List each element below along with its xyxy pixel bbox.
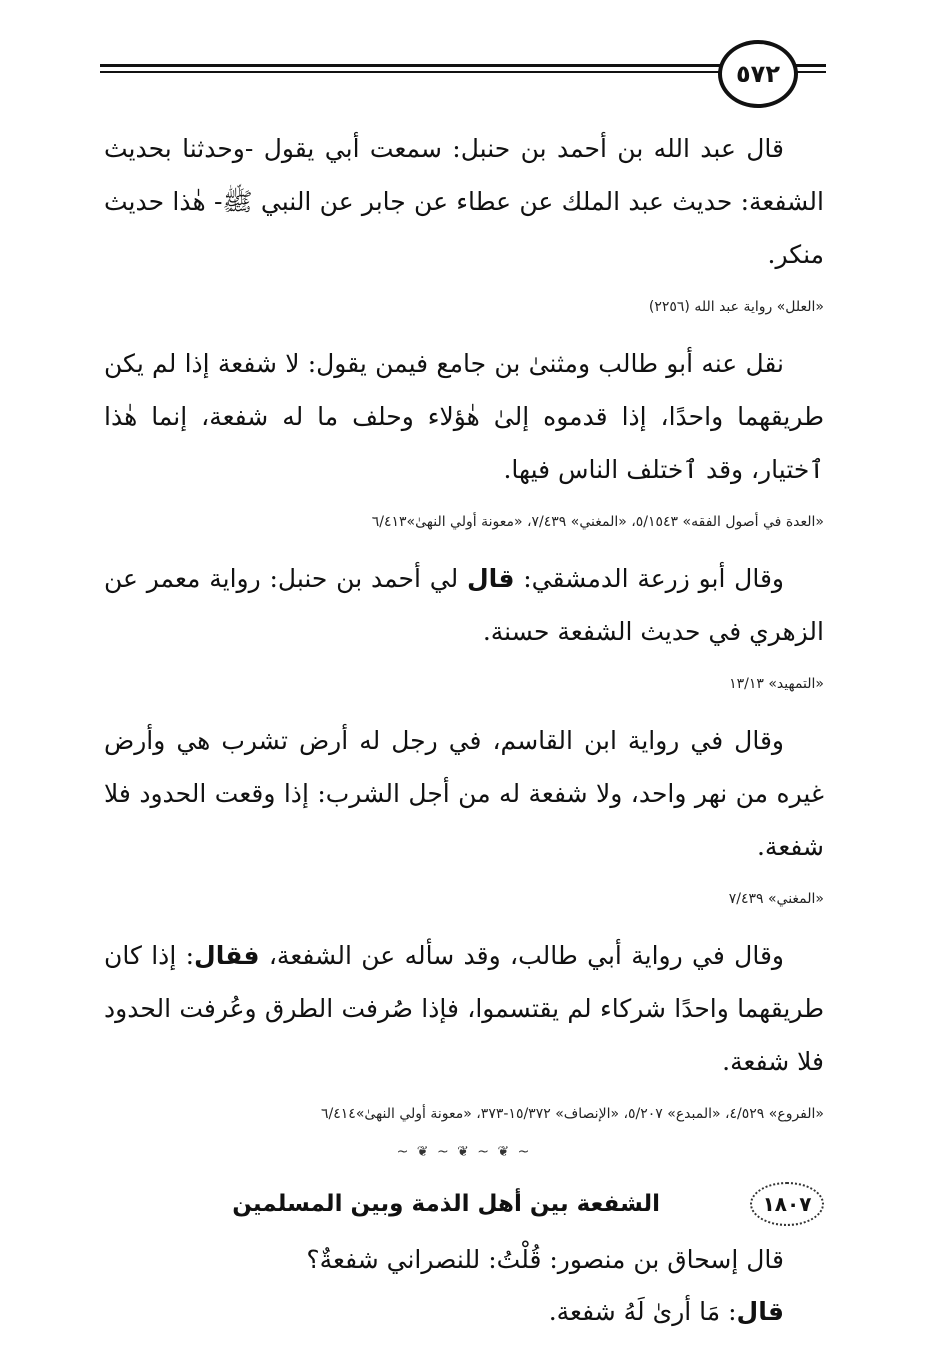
page-number: ٥٧٢ — [718, 40, 798, 108]
bold-keyword: قال — [466, 564, 515, 593]
paragraph — [104, 929, 824, 1088]
paragraph-text: وقال أبو زرعة الدمشقي: — [514, 564, 784, 593]
question-line: قال إسحاق بن منصور: قُلْتُ: للنصراني شفعةٌ؟ — [306, 1245, 784, 1274]
answer-line — [104, 1286, 824, 1338]
paragraph: وقال في رواية ابن القاسم، في رجل له أرض تشرب هي وأرض غيره من نهر واحد، ولا شفعة له من أجل الشرب: إذا وقعت الحدود فلا شفعة. — [104, 726, 824, 861]
source-reference: «العلل» رواية عبد الله (٢٢٥٦) — [648, 299, 824, 315]
section-divider-ornament: ~ ❦ ~ ❦ ~ ❦ ~ — [396, 1144, 532, 1160]
paragraph-text: : إذا كان طريقهما واحدًا شركاء لم يقتسموا، فإذا صُرفت الطرق وعُرفت الحدود فلا شفعة. — [104, 941, 824, 1076]
section-heading — [104, 1182, 824, 1226]
paragraph: قال عبد الله بن أحمد بن حنبل: سمعت أبي يقول -وحدثنا بحديث الشفعة: حديث عبد الملك عن عطاء عن جابر عن النبي ﷺ- هٰذا حديث منكر. — [104, 134, 824, 269]
paragraph-text: لي أحمد بن حنبل: رواية معمر عن الزهري في حديث الشفعة حسنة. — [104, 564, 824, 646]
source-reference: «الفروع» ٤/٥٢٩، «المبدع» ٥/٢٠٧، «الإنصاف» ١٥/٣٧٢-٣٧٣، «معونة أولي النهىٰ»٦/٤١٤ — [321, 1106, 824, 1122]
source-reference: «العدة في أصول الفقه» ٥/١٥٤٣، «المغني» ٧/٤٣٩، «معونة أولي النهىٰ»٦/٤١٣ — [371, 514, 824, 530]
paragraph-text: وقال في رواية أبي طالب، وقد سأله عن الشفعة، — [259, 941, 784, 970]
header-rule — [100, 64, 826, 67]
page-body — [104, 122, 824, 1338]
paragraph: نقل عنه أبو طالب ومثنىٰ بن جامع فيمن يقول: لا شفعة إذا لم يكن طريقهما واحدًا، إذا قدموه إلىٰ هٰؤلاء وحلف ما له شفعة، إنما هٰذا ٱختيار، وقد ٱختلف الناس فيها. — [104, 349, 824, 484]
section-number-badge: ١٨٠٧ — [750, 1182, 824, 1226]
source-reference: «التمهيد» ١٣/١٣ — [729, 676, 824, 692]
section-title: الشفعة بين أهل الذمة وبين المسلمين — [232, 1191, 660, 1217]
page-header — [100, 40, 826, 106]
bold-keyword: فقال — [194, 941, 260, 970]
answer-text: : مَا أرىٰ لَهُ شفعة. — [548, 1297, 737, 1326]
bold-keyword: قال — [736, 1297, 784, 1326]
paragraph — [104, 552, 824, 658]
source-reference: «المغني» ٧/٤٣٩ — [728, 891, 824, 907]
